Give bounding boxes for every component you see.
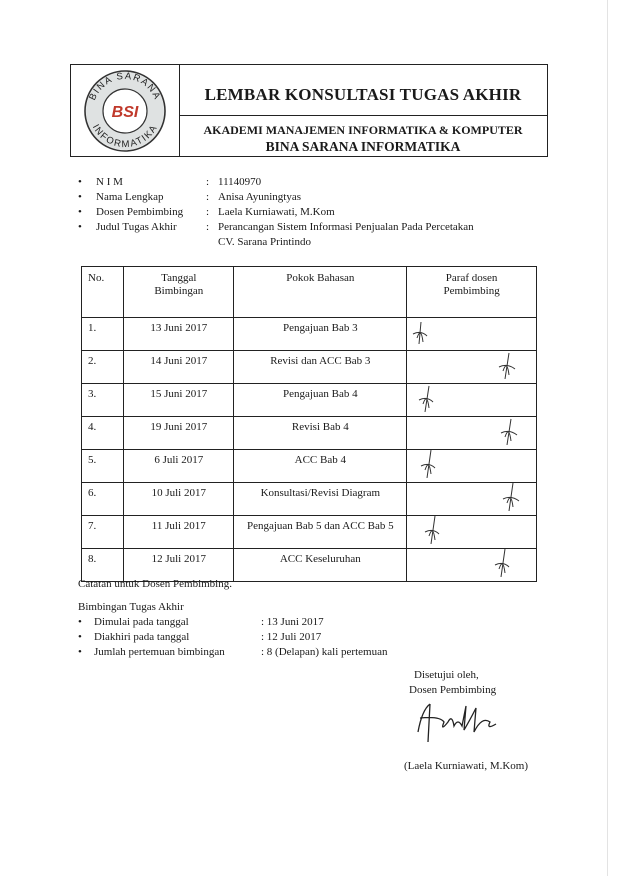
info-label: Nama Lengkap [96,191,164,203]
info-value: Anisa Ayuningtyas [218,191,302,203]
paraf-signature-icon [407,382,539,412]
header-signature: Paraf dosen Pembimbing [407,267,537,318]
summary-row-count: • Jumlah pertemuan bimbingan : 8 (Delapan) kali pertemuan [78,646,388,658]
scan-edge [607,0,608,876]
institution-line-1: AKADEMI MANAJEMEN INFORMATIKA & KOMPUTER [203,123,523,137]
info-label: N I M [96,176,123,188]
info-value: 11140970 [218,176,262,188]
info-label: Dosen Pembimbing [96,206,184,218]
paraf-signature-icon [407,514,539,544]
guidance-summary [78,600,388,660]
title-cell [179,65,547,156]
approver-name: (Laela Kurniawati, M.Kom) [404,760,529,772]
header-topic: Pokok Bahasan [234,267,407,318]
info-label: Judul Tugas Akhir [96,221,177,233]
consultation-table [81,266,537,582]
logo-mark: BSI [111,104,139,121]
summary-row-start: • Dimulai pada tanggal : 13 Juni 2017 [78,616,324,628]
table-row: 2. 14 Juni 2017 Revisi dan ACC Bab 3 [82,351,537,384]
document-title: LEMBAR KONSULTASI TUGAS AKHIR [204,85,522,104]
document-header [70,64,548,157]
paraf-signature-icon [407,316,539,346]
table-row: 5. 6 Juli 2017 ACC Bab 4 [82,450,537,483]
table-row: 1. 13 Juni 2017 Pengajuan Bab 3 [82,318,537,351]
bullet-icon: • [78,646,82,658]
table-row: 8. 12 Juli 2017 ACC Keseluruhan [82,549,537,582]
bullet-icon: • [78,191,82,203]
logo-text-top: BINA SARANA [87,70,163,103]
bullet-icon: • [78,176,82,188]
paraf-cell [407,450,537,483]
table-header-row [82,267,537,318]
info-value-cont: CV. Sarana Printindo [218,236,311,248]
bullet-icon: • [78,221,82,233]
approval-line-2: Dosen Pembimbing [409,684,497,696]
paraf-cell [407,549,537,582]
header-no: No. [82,267,124,318]
paraf-cell [407,351,537,384]
logo-cell [71,65,180,156]
header-date: Tanggal Bimbingan [124,267,234,318]
bullet-icon: • [78,616,82,628]
approval-line-1: Disetujui oleh, [414,669,479,681]
paraf-signature-icon [407,448,539,478]
supervisor-notes-label: Catatan untuk Dosen Pembimbing. [78,578,232,590]
paraf-cell [407,384,537,417]
table-row: 4. 19 Juni 2017 Revisi Bab 4 [82,417,537,450]
paraf-cell [407,483,537,516]
info-value: Laela Kurniawati, M.Kom [218,206,335,218]
institution-line-2: BINA SARANA INFORMATIKA [265,139,461,154]
bullet-icon: • [78,206,82,218]
paraf-signature-icon [407,415,539,445]
supervisor-signature-icon [400,692,520,752]
table-row: 7. 11 Juli 2017 Pengajuan Bab 5 dan ACC Bab 5 [82,516,537,549]
bullet-icon: • [78,631,82,643]
paraf-signature-icon [407,349,539,379]
info-value: Perancangan Sistem Informasi Penjualan Pada Percetakan [218,221,474,233]
header-divider [179,115,547,116]
paraf-signature-icon [407,481,539,511]
paraf-cell [407,417,537,450]
bsi-logo [71,65,179,156]
summary-title: Bimbingan Tugas Akhir [78,601,184,613]
paraf-cell [407,318,537,351]
table-row: 3. 15 Juni 2017 Pengajuan Bab 4 [82,384,537,417]
paraf-cell [407,516,537,549]
paraf-signature-icon [407,547,539,577]
table-row: 6. 10 Juli 2017 Konsultasi/Revisi Diagram [82,483,537,516]
summary-row-end: • Diakhiri pada tanggal : 12 Juli 2017 [78,631,322,643]
logo-text-bottom: INFORMATIKA [89,122,161,151]
